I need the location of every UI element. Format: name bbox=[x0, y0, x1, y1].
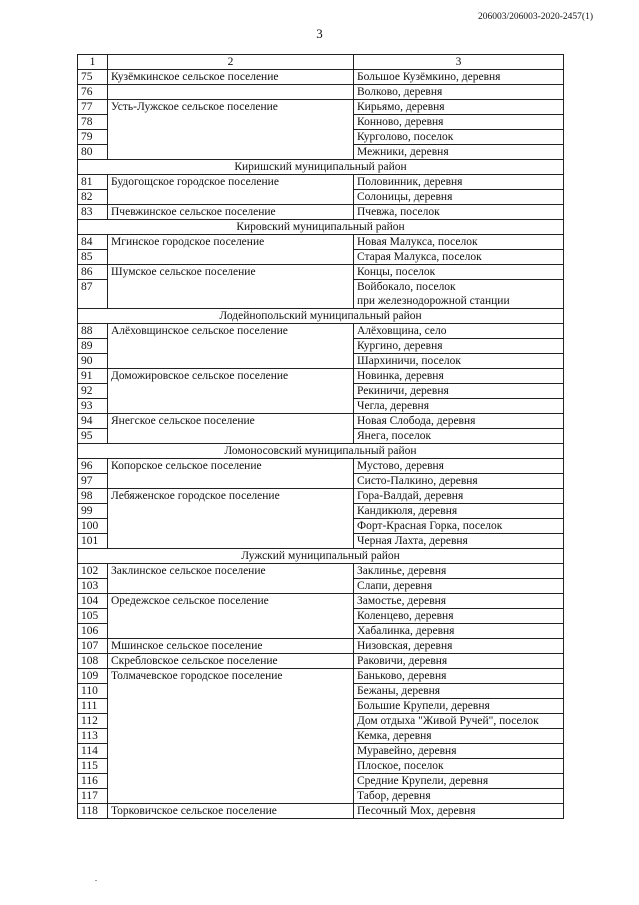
locality-cell: Новая Малукса, поселок bbox=[354, 235, 564, 250]
settlement-cell bbox=[108, 504, 354, 519]
table-row bbox=[78, 804, 564, 819]
row-number: 116 bbox=[78, 774, 108, 789]
settlement-cell: Лебяженское городское поселение bbox=[108, 489, 354, 504]
table-row bbox=[78, 474, 564, 489]
row-number: 88 bbox=[78, 324, 108, 339]
locality-cell: Волково, деревня bbox=[354, 85, 564, 100]
table-row bbox=[78, 175, 564, 190]
settlement-cell bbox=[108, 384, 354, 399]
row-number: 103 bbox=[78, 579, 108, 594]
locality-cell: Раковичи, деревня bbox=[354, 654, 564, 669]
settlement-cell: Алёховщинское сельское поселение bbox=[108, 324, 354, 339]
settlement-cell bbox=[108, 115, 354, 130]
settlement-cell bbox=[108, 684, 354, 699]
locality-cell: Шархиничи, поселок bbox=[354, 354, 564, 369]
row-number: 82 bbox=[78, 190, 108, 205]
settlement-cell bbox=[108, 399, 354, 414]
settlement-cell bbox=[108, 759, 354, 774]
table-header-row bbox=[78, 55, 564, 70]
settlement-cell: Торковичское сельское поселение bbox=[108, 804, 354, 819]
table-row bbox=[78, 654, 564, 669]
settlement-cell bbox=[108, 429, 354, 444]
row-number: 76 bbox=[78, 85, 108, 100]
table-row bbox=[78, 564, 564, 579]
row-number: 78 bbox=[78, 115, 108, 130]
row-number: 111 bbox=[78, 699, 108, 714]
row-number: 90 bbox=[78, 354, 108, 369]
settlement-cell: Янегское сельское поселение bbox=[108, 414, 354, 429]
row-number: 93 bbox=[78, 399, 108, 414]
district-row bbox=[78, 220, 564, 235]
row-number: 79 bbox=[78, 130, 108, 145]
row-number: 115 bbox=[78, 759, 108, 774]
row-number: 98 bbox=[78, 489, 108, 504]
settlement-cell bbox=[108, 624, 354, 639]
table-row bbox=[78, 519, 564, 534]
table-row bbox=[78, 789, 564, 804]
row-number: 77 bbox=[78, 100, 108, 115]
row-number: 117 bbox=[78, 789, 108, 804]
row-number: 113 bbox=[78, 729, 108, 744]
locality-cell: Солоницы, деревня bbox=[354, 190, 564, 205]
table-row bbox=[78, 534, 564, 549]
locality-cell: Форт-Красная Горка, поселок bbox=[354, 519, 564, 534]
settlement-cell bbox=[108, 609, 354, 624]
table-row bbox=[78, 669, 564, 684]
table-row bbox=[78, 85, 564, 100]
table-row bbox=[78, 70, 564, 85]
settlement-cell: Кузёмкинское сельское поселение bbox=[108, 70, 354, 85]
locality-cell: Рекиничи, деревня bbox=[354, 384, 564, 399]
table-row bbox=[78, 339, 564, 354]
district-name: Кировский муниципальный район bbox=[78, 220, 564, 235]
row-number: 85 bbox=[78, 250, 108, 265]
table-row bbox=[78, 250, 564, 265]
row-number: 100 bbox=[78, 519, 108, 534]
locality-cell: Табор, деревня bbox=[354, 789, 564, 804]
row-number: 107 bbox=[78, 639, 108, 654]
table-row bbox=[78, 130, 564, 145]
row-number: 80 bbox=[78, 145, 108, 160]
row-number: 96 bbox=[78, 459, 108, 474]
row-number: 95 bbox=[78, 429, 108, 444]
settlement-cell bbox=[108, 339, 354, 354]
settlement-cell bbox=[108, 85, 354, 100]
table-row bbox=[78, 504, 564, 519]
locality-cell: Мустово, деревня bbox=[354, 459, 564, 474]
row-number: 105 bbox=[78, 609, 108, 624]
table-row bbox=[78, 729, 564, 744]
settlement-cell bbox=[108, 250, 354, 265]
settlement-cell bbox=[108, 729, 354, 744]
settlement-cell bbox=[108, 789, 354, 804]
locality-cell: Янега, поселок bbox=[354, 429, 564, 444]
document-id: 206003/206003-2020-2457(1) bbox=[477, 12, 593, 22]
locality-cell: Средние Крупели, деревня bbox=[354, 774, 564, 789]
table-row bbox=[78, 759, 564, 774]
locality-cell: Пчевжа, поселок bbox=[354, 205, 564, 220]
locality-cell: Баньково, деревня bbox=[354, 669, 564, 684]
row-number: 109 bbox=[78, 669, 108, 684]
locality-cell: Кандикюля, деревня bbox=[354, 504, 564, 519]
table-body bbox=[78, 70, 564, 819]
district-name: Ломоносовский муниципальный район bbox=[78, 444, 564, 459]
locality-cell: Большое Кузёмкино, деревня bbox=[354, 70, 564, 85]
table-row bbox=[78, 624, 564, 639]
locality-cell: Дом отдыха "Живой Ручей", поселок bbox=[354, 714, 564, 729]
locality-cell: Новая Слобода, деревня bbox=[354, 414, 564, 429]
district-name: Лодейнопольский муниципальный район bbox=[78, 309, 564, 324]
column-header: 3 bbox=[354, 55, 564, 70]
settlement-cell bbox=[108, 519, 354, 534]
row-number: 118 bbox=[78, 804, 108, 819]
table-row bbox=[78, 579, 564, 594]
row-number: 112 bbox=[78, 714, 108, 729]
row-number: 86 bbox=[78, 265, 108, 280]
settlement-cell: Мшинское сельское поселение bbox=[108, 639, 354, 654]
locality-cell: Новинка, деревня bbox=[354, 369, 564, 384]
settlement-cell bbox=[108, 714, 354, 729]
row-number: 114 bbox=[78, 744, 108, 759]
settlement-cell bbox=[108, 280, 354, 309]
locality-cell: Хабалинка, деревня bbox=[354, 624, 564, 639]
table-row bbox=[78, 100, 564, 115]
table-row bbox=[78, 280, 564, 309]
locality-cell: Конново, деревня bbox=[354, 115, 564, 130]
table-row bbox=[78, 609, 564, 624]
column-header: 1 bbox=[78, 55, 108, 70]
locality-cell: Кургино, деревня bbox=[354, 339, 564, 354]
locality-line: Войбокало, поселок bbox=[357, 281, 456, 293]
settlement-cell bbox=[108, 130, 354, 145]
locality-cell: Концы, поселок bbox=[354, 265, 564, 280]
locality-cell: Черная Лахта, деревня bbox=[354, 534, 564, 549]
column-header: 2 bbox=[108, 55, 354, 70]
table-row bbox=[78, 699, 564, 714]
settlement-cell: Мгинское городское поселение bbox=[108, 235, 354, 250]
settlement-cell: Оредежское сельское поселение bbox=[108, 594, 354, 609]
locality-cell bbox=[354, 280, 564, 309]
district-row bbox=[78, 160, 564, 175]
settlement-cell: Шумское сельское поселение bbox=[108, 265, 354, 280]
table-row bbox=[78, 459, 564, 474]
settlement-cell: Скребловское сельское поселение bbox=[108, 654, 354, 669]
locality-cell: Муравейно, деревня bbox=[354, 744, 564, 759]
table-row bbox=[78, 190, 564, 205]
scan-speck bbox=[95, 880, 97, 881]
table-row bbox=[78, 115, 564, 130]
locality-cell: Чегла, деревня bbox=[354, 399, 564, 414]
locality-cell: Плоское, поселок bbox=[354, 759, 564, 774]
settlement-cell bbox=[108, 354, 354, 369]
settlement-cell: Доможировское сельское поселение bbox=[108, 369, 354, 384]
locality-cell: Старая Малукса, поселок bbox=[354, 250, 564, 265]
table-row bbox=[78, 684, 564, 699]
table-row bbox=[78, 369, 564, 384]
settlement-cell bbox=[108, 699, 354, 714]
settlement-cell: Усть-Лужское сельское поселение bbox=[108, 100, 354, 115]
row-number: 104 bbox=[78, 594, 108, 609]
settlement-cell bbox=[108, 190, 354, 205]
table-row bbox=[78, 774, 564, 789]
table-row bbox=[78, 489, 564, 504]
row-number: 83 bbox=[78, 205, 108, 220]
settlement-cell bbox=[108, 774, 354, 789]
locality-cell: Заклинье, деревня bbox=[354, 564, 564, 579]
table-row bbox=[78, 399, 564, 414]
row-number: 110 bbox=[78, 684, 108, 699]
row-number: 89 bbox=[78, 339, 108, 354]
settlement-cell bbox=[108, 145, 354, 160]
settlements-table bbox=[77, 54, 564, 819]
locality-cell: Бежаны, деревня bbox=[354, 684, 564, 699]
row-number: 81 bbox=[78, 175, 108, 190]
row-number: 101 bbox=[78, 534, 108, 549]
locality-cell: Кемка, деревня bbox=[354, 729, 564, 744]
settlement-cell: Толмачевское городское поселение bbox=[108, 669, 354, 684]
row-number: 75 bbox=[78, 70, 108, 85]
row-number: 87 bbox=[78, 280, 108, 309]
row-number: 92 bbox=[78, 384, 108, 399]
row-number: 99 bbox=[78, 504, 108, 519]
table-row bbox=[78, 235, 564, 250]
table-row bbox=[78, 639, 564, 654]
table-row bbox=[78, 714, 564, 729]
settlement-cell: Заклинское сельское поселение bbox=[108, 564, 354, 579]
locality-cell: Низовская, деревня bbox=[354, 639, 564, 654]
locality-line: при железнодорожной станции bbox=[357, 295, 510, 307]
locality-cell: Гора-Валдай, деревня bbox=[354, 489, 564, 504]
table-row bbox=[78, 594, 564, 609]
district-row bbox=[78, 444, 564, 459]
settlement-cell: Пчевжинское сельское поселение bbox=[108, 205, 354, 220]
table-row bbox=[78, 414, 564, 429]
table-row bbox=[78, 205, 564, 220]
table-row bbox=[78, 429, 564, 444]
table-row bbox=[78, 384, 564, 399]
locality-cell: Половинник, деревня bbox=[354, 175, 564, 190]
row-number: 106 bbox=[78, 624, 108, 639]
locality-cell: Систо-Палкино, деревня bbox=[354, 474, 564, 489]
district-name: Лужский муниципальный район bbox=[78, 549, 564, 564]
row-number: 108 bbox=[78, 654, 108, 669]
locality-cell: Курголово, поселок bbox=[354, 130, 564, 145]
row-number: 91 bbox=[78, 369, 108, 384]
settlement-cell bbox=[108, 579, 354, 594]
settlement-cell bbox=[108, 474, 354, 489]
row-number: 84 bbox=[78, 235, 108, 250]
locality-cell: Песочный Мох, деревня bbox=[354, 804, 564, 819]
row-number: 97 bbox=[78, 474, 108, 489]
locality-cell: Замостье, деревня bbox=[354, 594, 564, 609]
district-name: Киришский муниципальный район bbox=[78, 160, 564, 175]
table-row bbox=[78, 265, 564, 280]
locality-cell: Слапи, деревня bbox=[354, 579, 564, 594]
district-row bbox=[78, 549, 564, 564]
table-row bbox=[78, 354, 564, 369]
settlement-cell: Будогощское городское поселение bbox=[108, 175, 354, 190]
locality-cell: Алёховщина, село bbox=[354, 324, 564, 339]
locality-cell: Кирьямо, деревня bbox=[354, 100, 564, 115]
settlement-cell bbox=[108, 534, 354, 549]
locality-cell: Межники, деревня bbox=[354, 145, 564, 160]
locality-cell: Большие Крупели, деревня bbox=[354, 699, 564, 714]
district-row bbox=[78, 309, 564, 324]
table-row bbox=[78, 324, 564, 339]
table-row bbox=[78, 145, 564, 160]
table-row bbox=[78, 744, 564, 759]
settlement-cell: Копорское сельское поселение bbox=[108, 459, 354, 474]
settlement-cell bbox=[108, 744, 354, 759]
page-number: 3 bbox=[316, 26, 323, 41]
row-number: 102 bbox=[78, 564, 108, 579]
row-number: 94 bbox=[78, 414, 108, 429]
locality-cell: Коленцево, деревня bbox=[354, 609, 564, 624]
